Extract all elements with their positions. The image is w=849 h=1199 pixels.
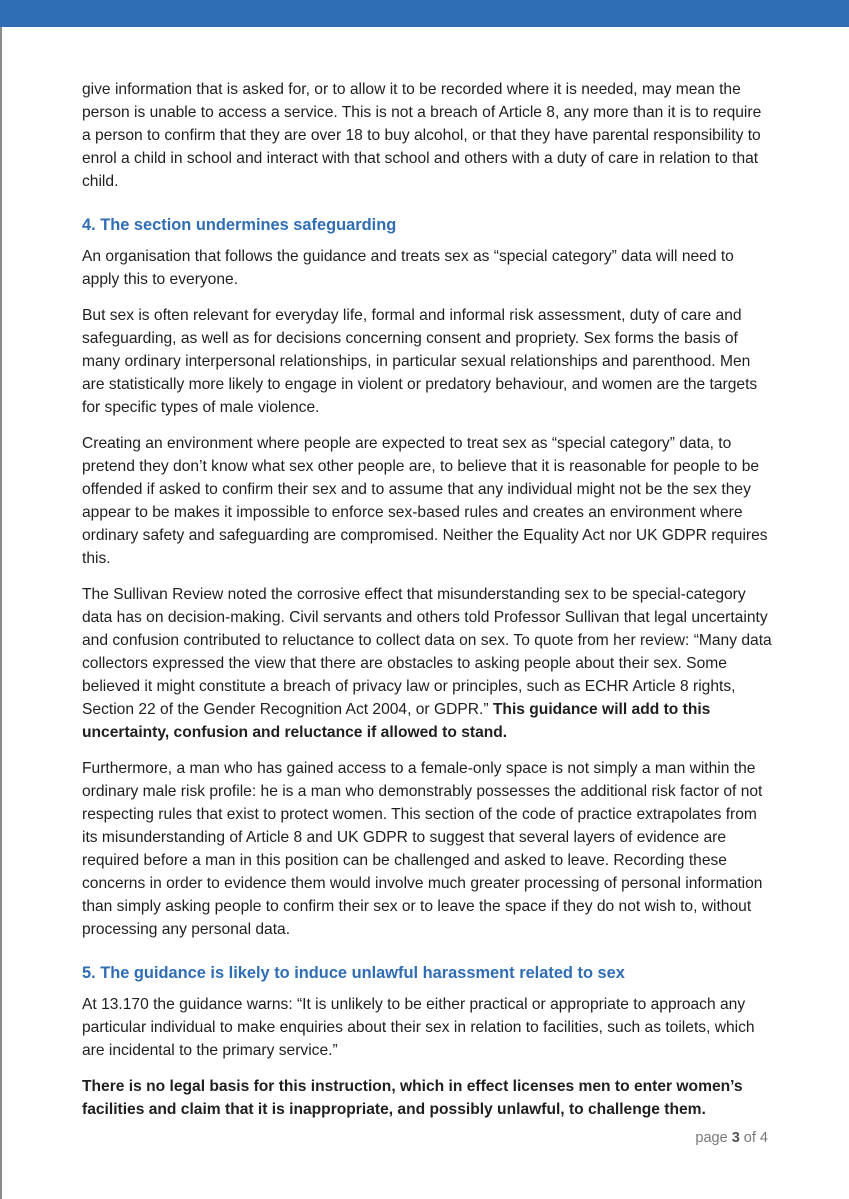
paragraph: give information that is asked for, or to allow it to be recorded where it is needed, may mean the person is unable to access a service. This is not a breach of Article 8, any more than it is to require a person to confirm that they are over 18 to buy alcohol, or that they have parental responsibility to enrol a child in school and interact with that school and others with a duty of care in relation to that child. — [82, 81, 762, 190]
of-label: of — [743, 1130, 756, 1146]
header-bar — [0, 0, 849, 27]
bold-statement: There is no legal basis for this instruction, which in effect licenses men to enter women’s facilities and claim that it is inappropriate, and possibly unlawful, to challenge them. — [82, 1078, 743, 1118]
paragraph — [82, 1075, 772, 1121]
paragraph-text: The Sullivan Review noted the corrosive effect that misunderstanding sex to be special-category data has on decision-making. Civil servants and others told Professor Sullivan that legal uncertainty and confusion contributed to reluctance to collect data on sex. To quote from her review: “Many data collectors expressed the view that there are obstacles to asking people about their sex. Some believed it might constitute a breach of privacy law or principles, such as ECHR Article 8 rights, Section 22 of the Gender Recognition Act 2004, or GDPR.” — [82, 586, 772, 718]
paragraph: An organisation that follows the guidance and treats sex as “special category” data will need to apply this to everyone. — [82, 248, 734, 288]
paragraph: Creating an environment where people are expected to treat sex as “special category” data, to pretend they don’t know what sex other people are, to believe that it is reasonable for people to be offended if asked to confirm their sex and to assume that any individual might not be the sex they appear to be makes it impossible to enforce sex-based rules and creates an environment where ordinary safety and safeguarding are compromised. Neither the Equality Act nor UK GDPR requires this. — [82, 435, 768, 567]
bold-statement: This guidance will add to this uncertainty, confusion and reluctance if allowed to stand. — [82, 701, 711, 741]
page-label: page — [695, 1130, 728, 1146]
paragraph: But sex is often relevant for everyday life, formal and informal risk assessment, duty of care and safeguarding, as well as for decisions concerning consent and propriety. Sex forms the basis of many ordinary interpersonal relationships, in particular sexual relationships and parenthood. Men are statistically more likely to engage in violent or predatory behaviour, and women are the targets for specific types of male violence. — [82, 307, 758, 416]
page-number — [695, 1130, 768, 1146]
section-heading-5: 5. The guidance is likely to induce unlawful harassment related to sex — [82, 964, 625, 982]
total-pages: 4 — [759, 1130, 768, 1146]
paragraph — [82, 583, 772, 744]
section-heading-4: 4. The section undermines safeguarding — [82, 216, 397, 234]
document-body — [82, 78, 772, 1134]
current-page: 3 — [731, 1130, 740, 1146]
paragraph: At 13.170 the guidance warns: “It is unlikely to be either practical or appropriate to approach any particular individual to make enquiries about their sex in relation to facilities, such as toilets, which are incidental to the primary service.” — [82, 996, 755, 1059]
page-left-border — [0, 27, 2, 1199]
paragraph: Furthermore, a man who has gained access to a female-only space is not simply a man within the ordinary male risk profile: he is a man who demonstrably possesses the additional risk factor of not respecting rules that exist to protect women. This section of the code of practice extrapolates from its misunderstanding of Article 8 and UK GDPR to suggest that several layers of evidence are required before a man in this position can be challenged and asked to leave. Recording these concerns in order to evidence them would involve much greater processing of personal information than simply asking people to confirm their sex or to leave the space if they do not wish to, without processing any personal data. — [82, 760, 763, 938]
